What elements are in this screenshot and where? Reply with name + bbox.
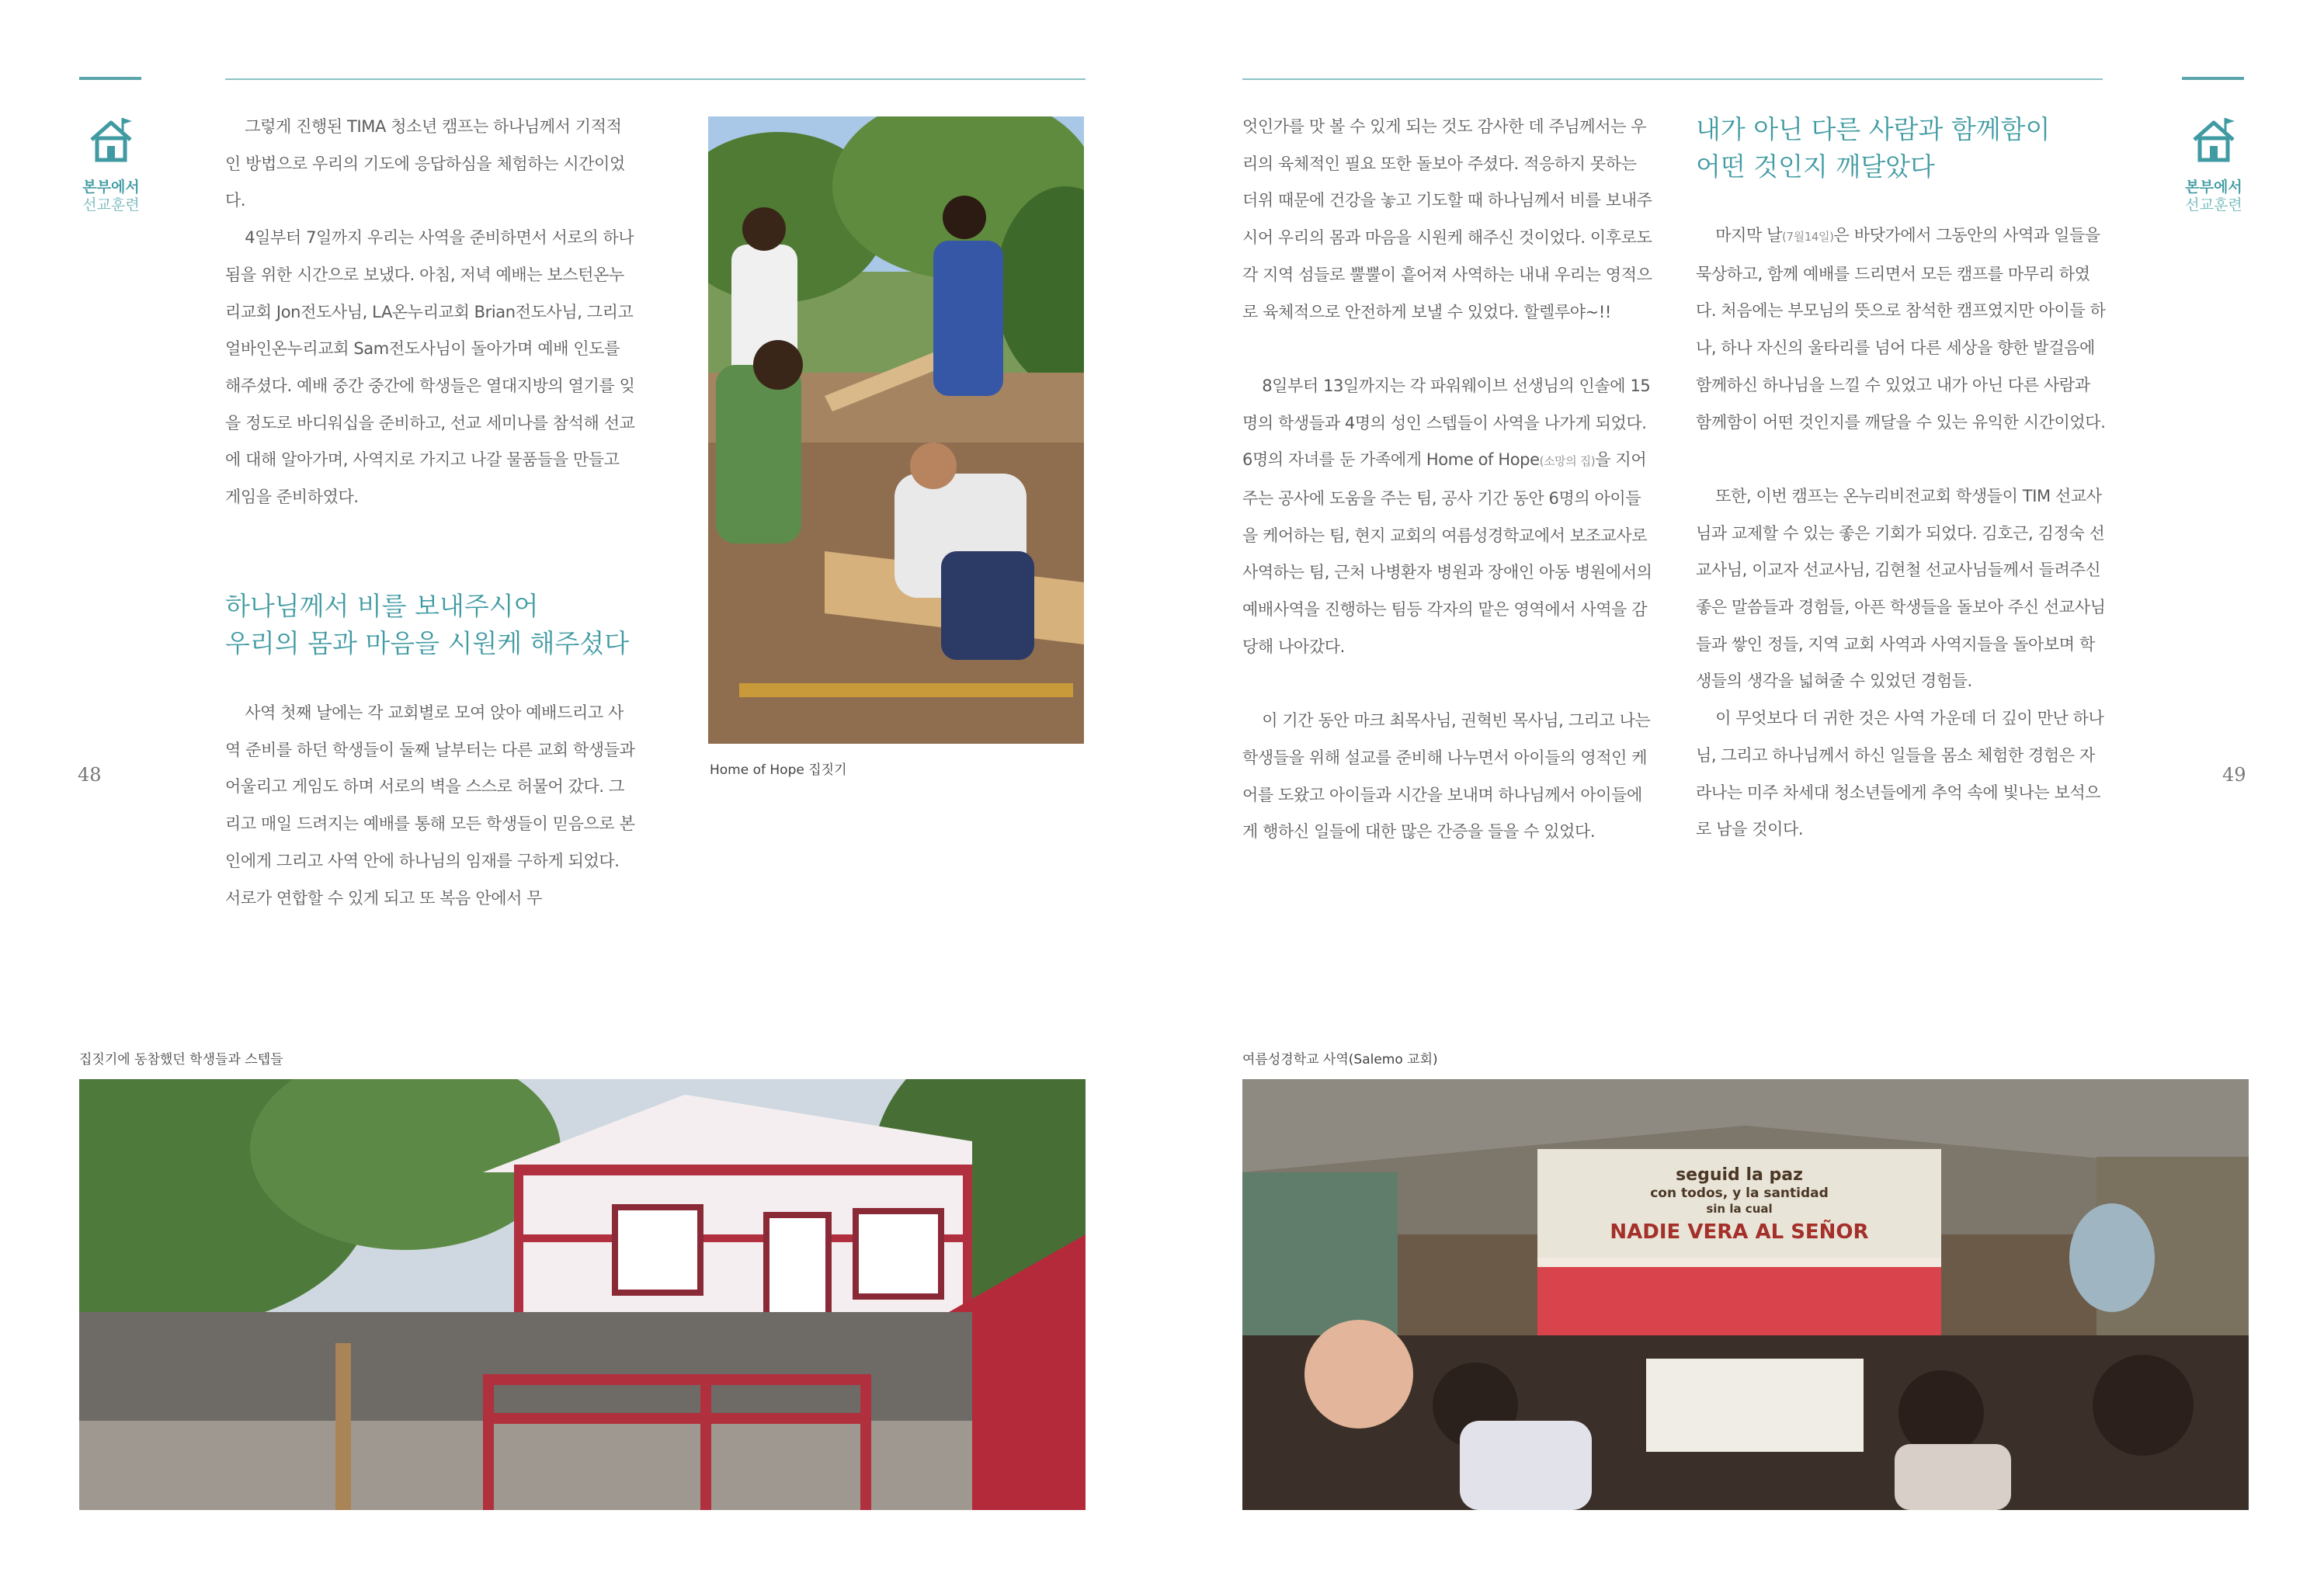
side-label-line1: 본부에서 [82, 179, 140, 196]
section-heading-left [225, 588, 660, 662]
banner-text: con todos, y la santidad [1650, 1186, 1829, 1201]
church-photo [1242, 1079, 2249, 1510]
house-flag-icon [85, 113, 137, 165]
left-side-label [68, 179, 154, 214]
side-label-line2: 선교훈련 [2185, 196, 2242, 214]
heading-line: 하나님께서 비를 보내주시어 [225, 591, 539, 621]
paragraph: 마지막 날(7월14일)은 바닷가에서 그동안의 사역과 일들을 묵상하고, 함께 예배를 드리면서 모든 캠프를 마무리 하였다. 처음에는 부모님의 뜻으로 참석한 캠프였지만 아이들 하나, 하나 자신의 울타리를 넘어 다른 세상을 향한 발걸음에 함께하신 하나님을 느낄 수 있었고 내가 아닌 다른 사람과 함께함이 어떤 것인지를 깨달을 수 있는 유익한 시간이었다. [1696, 226, 2106, 432]
left-column-text-bottom [225, 695, 637, 917]
photo-caption: Home of Hope 집짓기 [710, 762, 847, 778]
side-label-line1: 본부에서 [2185, 179, 2242, 196]
paragraph: 이 기간 동안 마크 최목사님, 권혁빈 목사님, 그리고 나는 학생들을 위해 설교를 준비해 나누면서 아이들의 영적인 케어를 도왔고 아이들과 시간을 보내며 하나님께서 아이들에게 행하신 일들에 대한 많은 간증을 들을 수 있었다. [1242, 711, 1651, 842]
banner-text: sin la cual [1706, 1202, 1773, 1216]
right-top-rule [1242, 78, 2103, 80]
right-side-label [2171, 179, 2256, 214]
page-number-right: 49 [2222, 764, 2246, 786]
paragraph: 그렇게 진행된 TIMA 청소년 캠프는 하나님께서 기적적인 방법으로 우리의 기도에 응답하심을 체험하는 시간이었다. [225, 117, 625, 210]
heading-line: 우리의 몸과 마음을 시원케 해주셨다 [225, 628, 630, 658]
left-column-text-top [225, 109, 637, 516]
construction-photo [708, 116, 1084, 744]
paragraph: 4일부터 7일까지 우리는 사역을 준비하면서 서로의 하나 됨을 위한 시간으로 보냈다. 아침, 저녁 예배는 보스턴온누리교회 Jon전도사님, LA온누리교회 Brian전도사님, 그리고 얼바인온누리교회 Sam전도사님이 돌아가며 예배 인도를 해주셨다. 예배 중간 중간에 학생들은 열대지방의 열기를 잊을 정도로 바디워십을 준비하고, 선교 세미나를 참석해 선교에 대해 알아가며, 사역지로 가지고 나갈 물품들을 만들고 게임을 준비하였다. [225, 228, 635, 507]
paragraph: 또한, 이번 캠프는 온누리비전교회 학생들이 TIM 선교사님과 교제할 수 있는 좋은 기회가 되었다. 김호근, 김정숙 선교사님, 이교자 선교사님, 김현철 선교사님들께서 들려주신 좋은 말씀들과 경험들, 아픈 학생들을 돌보아 주신 선교사님들과 쌓인 정들, 지역 교회 사역과 사역지들을 돌아보며 학생들의 생각을 넓혀줄 수 있었던 경험들. [1696, 486, 2106, 691]
heading-line: 내가 아닌 다른 사람과 함께함이 [1696, 114, 2051, 144]
left-accent-rule [79, 77, 141, 80]
heading-line: 어떤 것인지 깨달았다 [1696, 151, 1935, 182]
side-label-line2: 선교훈련 [82, 196, 140, 214]
photo-caption: 집짓기에 동참했던 학생들과 스텝들 [79, 1052, 283, 1068]
paragraph: 이 무엇보다 더 귀한 것은 사역 가운데 더 깊이 만난 하나님, 그리고 하나님께서 하신 일들을 몸소 체험한 경험은 자라나는 미주 차세대 청소년들에게 추억 속에 빛나는 보석으로 남을 것이다. [1696, 709, 2104, 839]
paragraph: 8일부터 13일까지는 각 파워웨이브 선생님의 인솔에 15명의 학생들과 4명의 성인 스텝들이 사역을 나가게 되었다. 6명의 자녀를 둔 가족에게 Home of Hope(소망의 집)을 지어주는 공사에 도움을 주는 팀, 공사 기간 동안 6명의 아이들을 케어하는 팀, 현지 교회의 여름성경학교에서 보조교사로 사역하는 팀, 근처 나병환자 병원과 장애인 아동 병원에서의 예배사역을 진행하는 팀등 각자의 맡은 영역에서 사역을 감당해 나아갔다. [1242, 376, 1652, 656]
right-column2-text [1696, 217, 2107, 849]
right-column1-text [1242, 109, 1654, 851]
paragraph: 엇인가를 맛 볼 수 있게 되는 것도 감사한 데 주님께서는 우리의 육체적인 필요 또한 돌보아 주셨다. 적응하지 못하는 더위 때문에 건강을 놓고 기도할 때 하나님께서 비를 보내주시어 우리의 몸과 마음을 시원케 해주신 것이었다. 이후로도 각 지역 섬들로 뿔뿔이 흩어져 사역하는 내내 우리는 영적으로 육체적으로 안전하게 보낼 수 있었다. 할렐루야~!! [1242, 117, 1652, 321]
paragraph: 사역 첫째 날에는 각 교회별로 모여 앉아 예배드리고 사역 준비를 하던 학생들이 둘째 날부터는 다른 교회 학생들과 어울리고 게임도 하며 서로의 벽을 스스로 허물어 갔다. 그리고 매일 드려지는 예배를 통해 모든 학생들이 믿음으로 본인에게 그리고 사역 안에 하나님의 임재를 구하게 되었다. 서로가 연합할 수 있게 되고 또 복음 안에서 무 [225, 703, 635, 908]
left-top-rule [225, 78, 1086, 80]
banner-text: seguid la paz [1676, 1165, 1803, 1185]
group-photo [79, 1079, 1086, 1510]
house-flag-icon [2188, 113, 2239, 165]
section-heading-right [1696, 111, 2131, 186]
page-number-left: 48 [78, 764, 102, 786]
banner-text: NADIE VERA AL SEÑOR [1610, 1220, 1869, 1244]
photo-caption: 여름성경학교 사역(Salemo 교회) [1242, 1052, 1438, 1068]
right-accent-rule [2182, 77, 2244, 80]
